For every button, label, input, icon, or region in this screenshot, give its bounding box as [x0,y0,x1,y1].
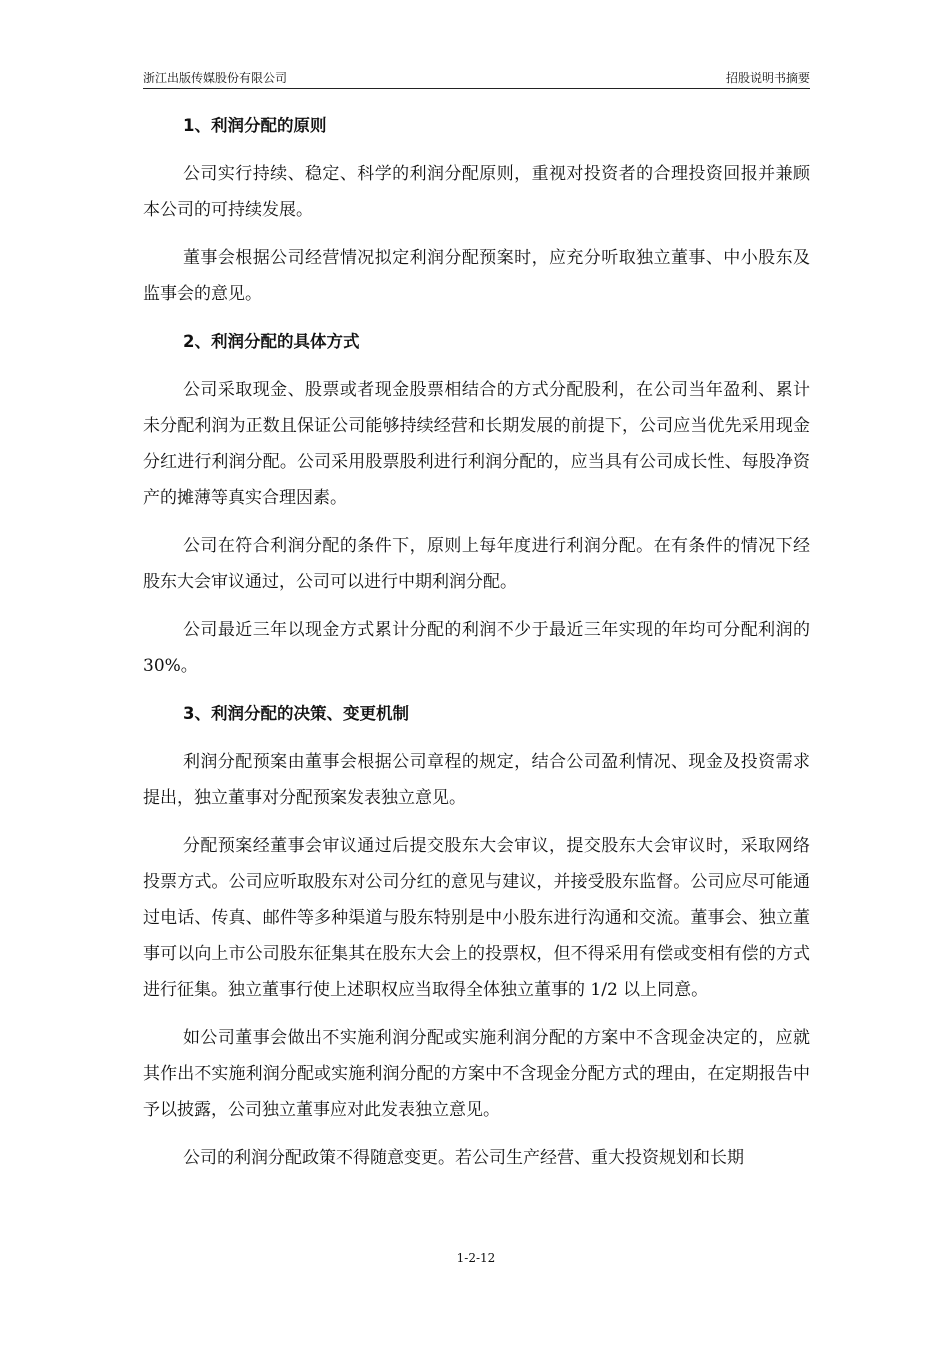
paragraph: 公司最近三年以现金方式累计分配的利润不少于最近三年实现的年均可分配利润的 30%。 [143,620,810,676]
paragraph: 董事会根据公司经营情况拟定利润分配预案时，应充分听取独立董事、中小股东及监事会的意见。 [143,248,810,304]
header-company-name: 浙江出版传媒股份有限公司 [143,71,288,85]
paragraph: 公司在符合利润分配的条件下，原则上每年度进行利润分配。在有条件的情况下经股东大会审议通过，公司可以进行中期利润分配。 [143,536,810,592]
section-heading: 1、利润分配的原则 [183,116,327,135]
page-number: 1-2-12 [456,1251,496,1265]
header-document-title: 招股说明书摘要 [725,71,810,85]
page-header [143,62,810,89]
section-heading: 3、利润分配的决策、变更机制 [183,704,409,723]
paragraph: 公司采取现金、股票或者现金股票相结合的方式分配股利，在公司当年盈利、累计未分配利润为正数且保证公司能够持续经营和长期发展的前提下，公司应当优先采用现金分红进行利润分配。公司采用股票股利进行利润分配的，应当具有公司成长性、每股净资产的摊薄等真实合理因素。 [143,380,810,508]
paragraph: 如公司董事会做出不实施利润分配或实施利润分配的方案中不含现金决定的，应就其作出不实施利润分配或实施利润分配的方案中不含现金分配方式的理由，在定期报告中予以披露，公司独立董事应对此发表独立意见。 [143,1028,810,1120]
section-profit-distribution-methods [143,324,810,684]
section-heading: 2、利润分配的具体方式 [183,332,360,351]
section-profit-distribution-principles [143,108,810,312]
paragraph: 公司实行持续、稳定、科学的利润分配原则，重视对投资者的合理投资回报并兼顾本公司的可持续发展。 [143,164,810,220]
paragraph: 利润分配预案由董事会根据公司章程的规定，结合公司盈利情况、现金及投资需求提出，独立董事对分配预案发表独立意见。 [143,752,810,808]
paragraph: 分配预案经董事会审议通过后提交股东大会审议，提交股东大会审议时，采取网络投票方式。公司应听取股东对公司分红的意见与建议，并接受股东监督。公司应尽可能通过电话、传真、邮件等多种渠道与股东特别是中小股东进行沟通和交流。董事会、独立董事可以向上市公司股东征集其在股东大会上的投票权，但不得采用有偿或变相有偿的方式进行征集。独立董事行使上述职权应当取得全体独立董事的 1/2 以上同意。 [143,836,810,1000]
document-body [143,108,810,1188]
paragraph: 公司的利润分配政策不得随意变更。若公司生产经营、重大投资规划和长期 [183,1148,744,1168]
section-decision-change-mechanism [143,696,810,1176]
